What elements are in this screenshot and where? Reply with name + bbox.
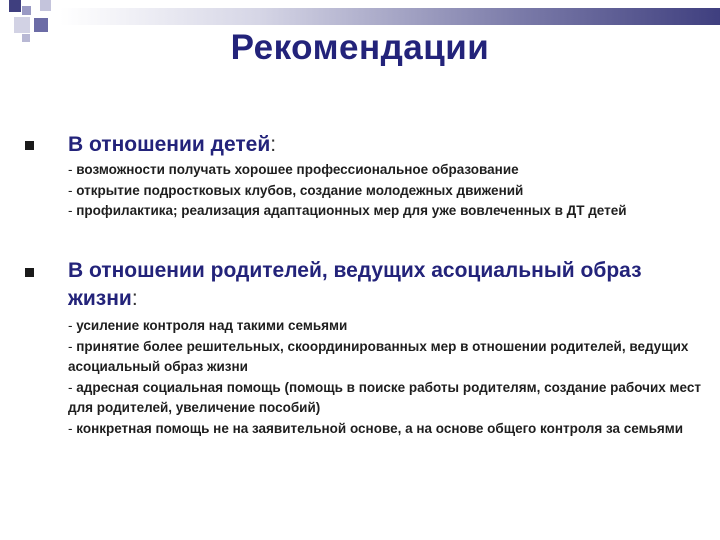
section-heading-parents bbox=[68, 257, 688, 313]
list-item: - адресная социальная помощь (помощь в поиске работы родителям, создание рабочих мест для родителей, увеличение пособий) bbox=[68, 379, 701, 415]
header-gradient-bar bbox=[60, 8, 720, 25]
list-item: - возможности получать хорошее профессиональное образование bbox=[68, 162, 519, 177]
list-item-text: конкретная помощь не на заявительной основе, а на основе общего контроля за семьями bbox=[76, 420, 684, 436]
section-heading-children bbox=[68, 131, 688, 159]
slide-title: Рекомендации bbox=[230, 28, 490, 67]
list-item: - профилактика; реализация адаптационных мер для уже вовлеченных в ДТ детей bbox=[68, 203, 627, 218]
list-item: - принятие более решительных, скоординированных мер в отношении родителей, ведущих асоциальный образ жизни bbox=[68, 338, 689, 374]
list-item-text: усиление контроля над такими семьями bbox=[76, 318, 348, 333]
decorative-square bbox=[40, 0, 51, 11]
list-item: - усиление контроля над такими семьями bbox=[68, 318, 348, 333]
bullet-square-icon bbox=[25, 141, 34, 150]
decorative-square bbox=[22, 6, 31, 15]
list-item: - открытие подростковых клубов, создание молодежных движений bbox=[68, 182, 524, 198]
list-item-text: профилактика; реализация адаптационных мер для уже вовлеченных в ДТ детей bbox=[76, 203, 627, 218]
section-heading-colon: : bbox=[270, 133, 277, 156]
section-items-children bbox=[68, 160, 708, 222]
section-heading-text: В отношении детей bbox=[68, 133, 271, 156]
list-item: - конкретная помощь не на заявительной основе, а на основе общего контроля за семьями bbox=[68, 420, 684, 436]
list-item-text: принятие более решительных, скоординированных мер в отношении родителей, ведущих асоциальный образ жизни bbox=[68, 338, 689, 374]
bullet-square-icon bbox=[25, 268, 34, 277]
section-items-parents bbox=[68, 316, 708, 439]
section-heading-text: В отношении родителей, ведущих асоциальный образ жизни bbox=[68, 259, 642, 310]
list-item-text: адресная социальная помощь (помощь в поиске работы родителям, создание рабочих мест для родителей, увеличение пособий) bbox=[68, 379, 701, 415]
list-item-text: возможности получать хорошее профессиональное образование bbox=[76, 162, 519, 177]
decorative-square bbox=[9, 0, 21, 12]
list-item-text: открытие подростковых клубов, создание молодежных движений bbox=[76, 182, 524, 198]
section-heading-colon: : bbox=[131, 287, 138, 310]
